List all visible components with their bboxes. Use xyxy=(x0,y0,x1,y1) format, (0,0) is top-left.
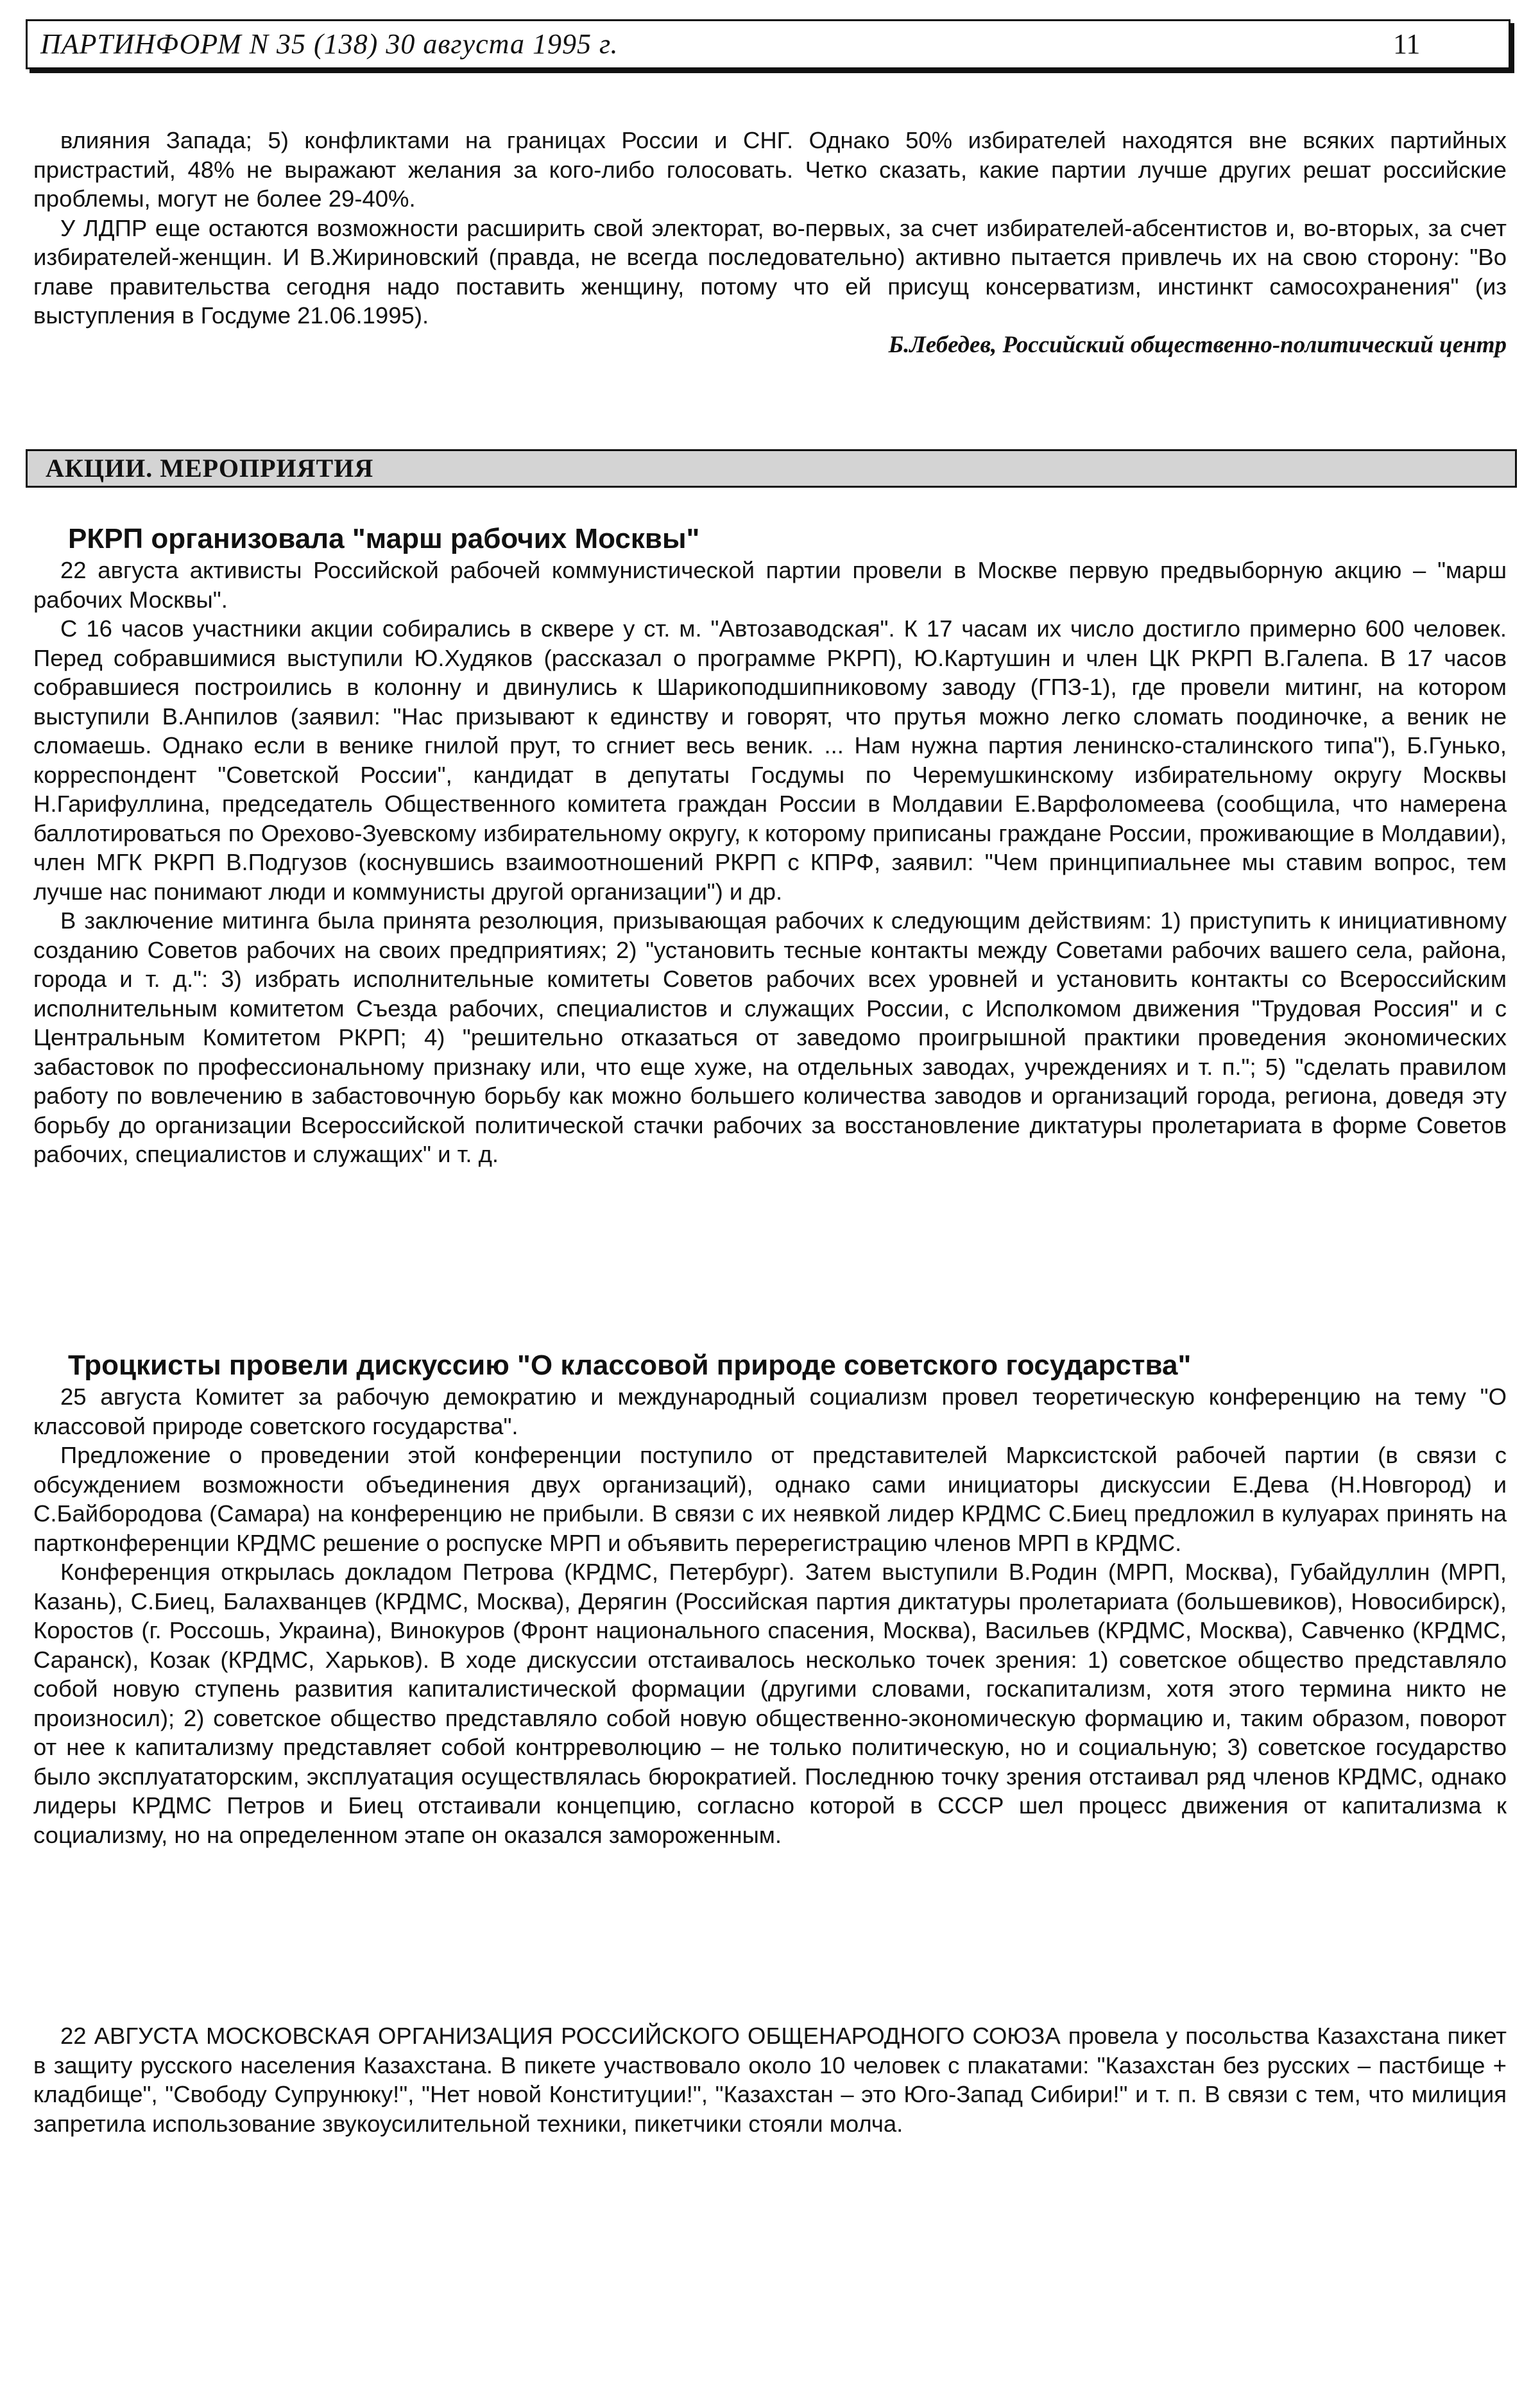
article-body xyxy=(33,556,1507,1169)
article-trotskyists xyxy=(33,1349,1507,1849)
paragraph: У ЛДПР еще остаются возможности расширить свой электорат, во-первых, за счет избирателей-абсентистов и, во-вторых, за счет избирателей-женщин. И В.Жириновский (правда, не всегда последовательно) активно пытается привлечь их на свою сторону: "Во главе правительства сегодня надо поставить женщину, потому что ей присущ консерватизм, инстинкт самосохранения" (из выступления в Госдуме 21.06.1995). xyxy=(33,214,1507,329)
article-rkrp xyxy=(33,522,1507,1169)
article-title: Троцкисты провели дискуссию "О классовой природе советского государства" xyxy=(68,1350,1192,1381)
page-header xyxy=(26,19,1510,69)
article-picket xyxy=(33,2021,1507,2138)
paragraph: 25 августа Комитет за рабочую демократию и международный социализм провел теоретическую конференцию на тему "О классовой природе советского государства". xyxy=(33,1384,1507,1439)
publication-title: ПАРТИНФОРМ N 35 (138) 30 августа 1995 г. xyxy=(40,28,619,60)
page-number: 11 xyxy=(1393,28,1421,60)
intro-article xyxy=(33,126,1507,360)
article-body xyxy=(33,1382,1507,1849)
section-heading xyxy=(26,449,1517,488)
paragraph: Предложение о проведении этой конференции поступило от представителей Марксистской рабочей партии (в связи с обсуждением возможности объединения двух организаций), однако сами инициаторы дискуссии Е.Дева (Н.Новгород) и С.Байбородова (Самара) на конференцию не прибыли. В связи с их неявкой лидер КРДМС С.Биец предложил в кулуарах принять на партконференции КРДМС решение о роспуске МРП и объявить перерегистрацию членов МРП в КРДМС. xyxy=(33,1442,1507,1556)
section-title: АКЦИИ. МЕРОПРИЯТИЯ xyxy=(46,454,374,483)
paragraph: 22 августа активисты Российской рабочей коммунистической партии провели в Москве первую предвыборную акцию – "марш рабочих Москвы". xyxy=(33,557,1507,613)
author-signature: Б.Лебедев, Российский общественно-политический центр xyxy=(888,331,1507,358)
article-title: РКРП организовала "марш рабочих Москвы" xyxy=(68,523,700,554)
paragraph: Конференция открылась докладом Петрова (КРДМС, Петербург). Затем выступили В.Родин (МРП, Москва), Губайдуллин (МРП, Казань), С.Биец, Балахванцев (КРДМС, Москва), Дерягин (Российская партия диктатуры пролетариата (большевиков), Новосибирск), Коростов (г. Россошь, Украина), Винокуров (Фронт национального спасения, Москва), Васильев (КРДМС, Москва), Савченко (КРДМС, Саранск), Козак (КРДМС, Харьков). В ходе дискуссии отстаивалось несколько точек зрения: 1) советское общество представляло собой новую ступень развития капиталистической формации (другими словами, госкапитализм, хотя этого термина никто не произносил); 2) советское общество представляло собой новую общественно-экономическую формацию и, таким образом, поворот от нее к капитализму представляет собой контрреволюцию – не только политическую, но и социальную; 3) советское государство было эксплуататорским, эксплуатация осуществлялась бюрократией. Последнюю точку зрения отстаивал ряд членов КРДМС, однако лидеры КРДМС Петров и Биец отстаивали концепцию, согласно которой в СССР шел процесс движения от капитализма к социализму, но на определенном этапе он оказался замороженным. xyxy=(33,1559,1507,1848)
paragraph: 22 АВГУСТА МОСКОВСКАЯ ОРГАНИЗАЦИЯ РОССИЙСКОГО ОБЩЕНАРОДНОГО СОЮЗА провела у посольства Казахстана пикет в защиту русского населения Казахстана. В пикете участвовало около 10 человек с плакатами: "Казахстан без русских – пастбище + кладбище", "Свободу Супрунюку!", "Нет новой Конституции!", "Казахстан – это Юго-Запад Сибири!" и т. п. В связи с тем, что милиция запретила использование звукоусилительной техники, пикетчики стояли молча. xyxy=(33,2023,1507,2137)
paragraph: влияния Запада; 5) конфликтами на границах России и СНГ. Однако 50% избирателей находятся вне всяких партийных пристрастий, 48% не выражают желания за кого-либо голосовать. Четко сказать, какие партии лучше других решат российские проблемы, могут не более 29-40%. xyxy=(33,127,1507,212)
paragraph: В заключение митинга была принята резолюция, призывающая рабочих к следующим действиям: 1) приступить к инициативному созданию Советов рабочих на своих предприятиях; 2) "установить тесные контакты между Советами рабочих вашего села, района, города и т. д.": 3) избрать исполнительные комитеты Советов рабочих всех уровней и установить контакты со Всероссийским исполнительным комитетом Съезда рабочих, специалистов и служащих России, с Исполкомом движения "Трудовая Россия" и с Центральным Комитетом РКРП; 4) "решительно отказаться от заведомо проигрышной практики проведения экономических забастовок по профессиональному признаку или, что еще хуже, на отдельных заводах, учреждениях и т. п."; 5) "сделать правилом работу по вовлечению в забастовочную борьбу как можно большего количества заводов и организаций города, региона, доведя эту борьбу до организации Всероссийской политической стачки рабочих за восстановление диктатуры пролетариата в форме Советов рабочих, специалистов и служащих" и т. д. xyxy=(33,907,1507,1167)
paragraph: С 16 часов участники акции собирались в сквере у ст. м. "Автозаводская". К 17 часам их число достигло примерно 600 человек. Перед собравшимися выступили Ю.Худяков (рассказал о программе РКРП), Ю.Картушин и член ЦК РКРП В.Галепа. В 17 часов собравшиеся построились в колонну и двинулись к Шарикоподшипниковому заводу (ГПЗ-1), где провели митинг, на котором выступили В.Анпилов (заявил: "Нас призывают к единству и говорят, что прутья можно легко сломать поодиночке, а веник не сломаешь. Однако если в венике гнилой прут, то сгниет весь веник. ... Нам нужна партия ленинско-сталинского типа"), Б.Гунько, корреспондент "Советской России", кандидат в депутаты Госдумы по Черемушкинскому избирательному округу Москвы Н.Гарифуллина, председатель Общественного комитета граждан России в Молдавии Е.Варфоломеева (сообщила, что намерена баллотироваться по Орехово-Зуевскому избирательному округу, к которому приписаны граждане России, проживающие в Молдавии), член МГК РКРП В.Подгузов (коснувшись взаимоотношений РКРП с КПРФ, заявил: "Чем принципиальнее мы ставим вопрос, тем лучше нас понимают люди и коммунисты другой организации") и др. xyxy=(33,615,1507,905)
